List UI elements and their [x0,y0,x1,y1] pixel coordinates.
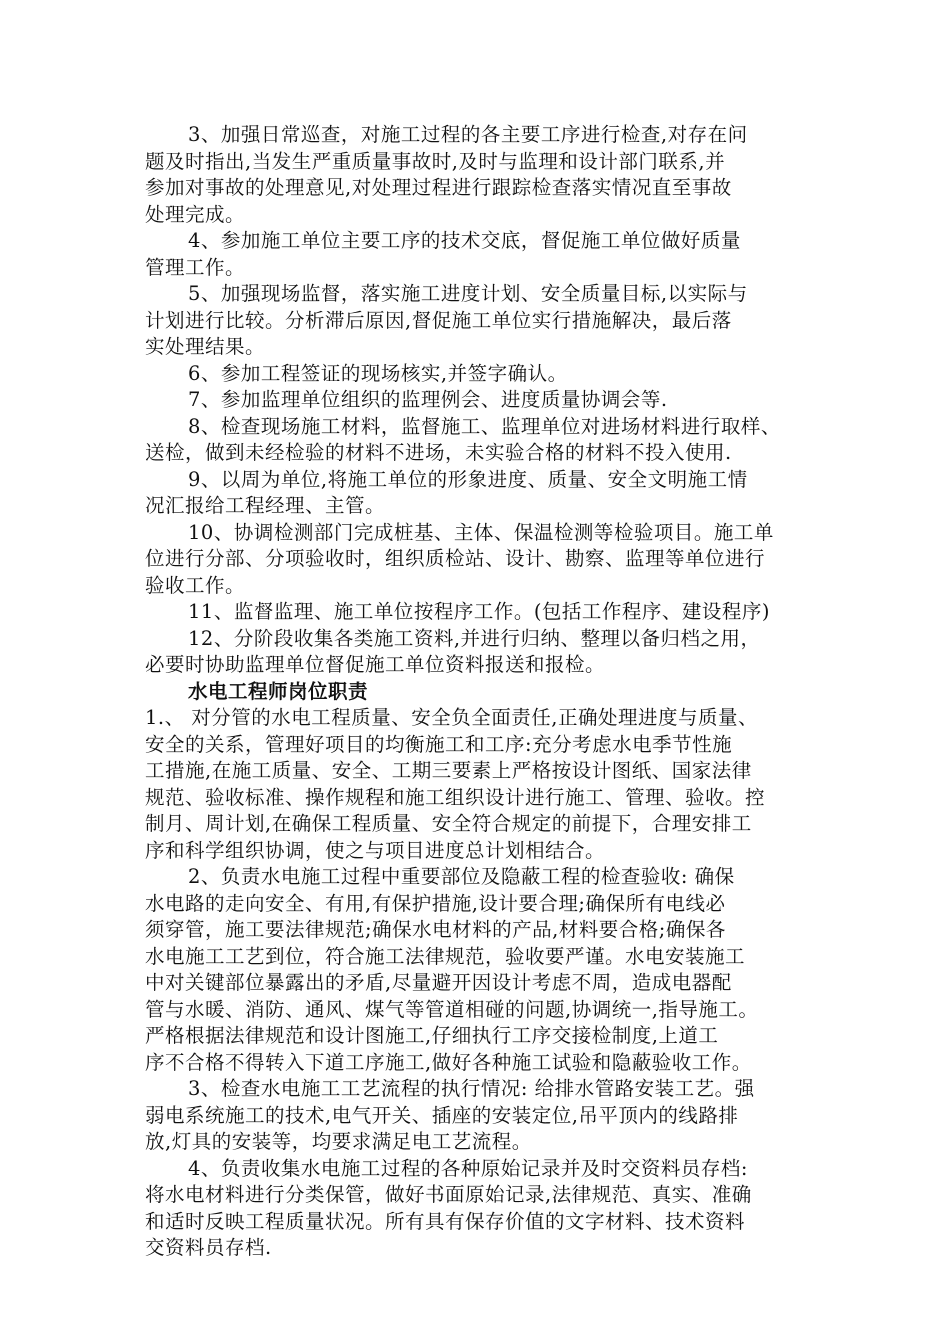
text-line: 况汇报给工程经理、主管。 [145,494,386,517]
text-line: 验收工作。 [145,573,246,597]
paragraph-hydro-1 [145,705,825,864]
paragraph-6 [145,361,825,388]
text-line: 管与水暖、消防、通风、煤气等管道相碰的问题,协调统一,指导施工。 [145,997,759,1021]
text-line: 工措施,在施工质量、安全、工期三要素上严格按设计图纸、国家法律 [145,759,752,782]
text-line: 2、负责水电施工过程中重要部位及隐蔽工程的检查验收: 确保 [188,865,735,888]
text-line: 10、协调检测部门完成桩基、主体、保温检测等检验项目。施工单 [188,520,774,544]
paragraph-3 [145,122,825,228]
text-line: 8、检查现场施工材料，监督施工、监理单位对进场材料进行取样、 [188,414,781,438]
text-line: 放,灯具的安装等，均要求满足电工艺流程。 [145,1130,532,1153]
text-line: 计划进行比较。分析滞后原因,督促施工单位实行措施解决，最后落 [145,308,732,332]
paragraph-4 [145,228,825,281]
text-line: 12、分阶段收集各类施工资料,并进行归纳、整理以备归档之用， [188,626,761,650]
text-line: 5、加强现场监督，落实施工进度计划、安全质量目标,以实际与 [188,282,748,305]
text-line: 送检，做到未经检验的材料不进场，未实验合格的材料不投入使用. [145,441,732,464]
text-line: 处理完成。 [145,202,246,226]
text-line: 序和科学组织协调，使之与项目进度总计划相结合。 [145,838,606,862]
paragraph-hydro-3 [145,1076,825,1156]
paragraph-11 [145,599,825,626]
paragraph-9 [145,467,825,520]
text-line: 和适时反映工程质量状况。所有具有保存价值的文字材料、技术资料 [145,1209,746,1233]
paragraph-hydro-2 [145,864,825,1076]
paragraph-hydro-4 [145,1156,825,1262]
text-line: 7、参加监理单位组织的监理例会、进度质量协调会等. [188,388,668,411]
section-heading: 水电工程师岗位职责 [188,679,369,703]
paragraph-7 [145,387,825,414]
text-line: 中对关键部位暴露出的矛盾,尽量避开因设计考虑不周，造成电器配 [145,971,732,994]
paragraph-12 [145,626,825,679]
text-line: 位进行分部、分项验收时，组织质检站、设计、勘察、监理等单位进行 [145,547,766,570]
document-page [145,122,825,1262]
text-line: 交资料员存档. [145,1236,272,1259]
text-line: 题及时指出,当发生严重质量事故时,及时与监理和设计部门联系,并 [145,149,726,173]
text-line: 9、以周为单位,将施工单位的形象进度、质量、安全文明施工情 [188,467,748,491]
text-line: 6、参加工程签证的现场核实,并签字确认。 [188,361,568,385]
text-line: 实处理结果。 [145,335,266,358]
text-line: 将水电材料进行分类保管，做好书面原始记录,法律规范、真实、准确 [145,1183,752,1206]
text-line: 严格根据法律规范和设计图施工,仔细执行工序交接检制度,上道工 [145,1024,719,1047]
text-line: 规范、验收标准、操作规程和施工组织设计进行施工、管理、验收。控 [145,785,766,809]
text-line: 必要时协助监理单位督促施工单位资料报送和报检。 [145,653,606,676]
paragraph-8 [145,414,825,467]
text-line: 1.、 对分管的水电工程质量、安全负全面责任,正确处理进度与质量、 [145,706,759,729]
text-line: 水电施工工艺到位，符合施工法律规范，验收要严谨。水电安装施工 [145,944,746,968]
text-line: 弱电系统施工的技术,电气开关、插座的安装定位,吊平顶内的线路排 [145,1103,739,1127]
text-line: 11、监督监理、施工单位按程序工作。(包括工作程序、建设程序) [188,600,771,623]
text-line: 制月、周计划,在确保工程质量、安全符合规定的前提下，合理安排工 [145,812,752,835]
paragraph-5 [145,281,825,361]
text-line: 安全的关系，管理好项目的均衡施工和工序:充分考虑水电季节性施 [145,732,733,756]
paragraph-10 [145,520,825,600]
text-line: 3、检查水电施工工艺流程的执行情况: 给排水管路安装工艺。强 [188,1077,755,1100]
text-line: 须穿管，施工要法律规范;确保水电材料的产品,材料要合格;确保各 [145,918,726,941]
text-line: 参加对事故的处理意见,对处理过程进行跟踪检查落实情况直至事故 [145,176,732,199]
text-line: 管理工作。 [145,255,246,279]
text-line: 水电路的走向安全、有用,有保护措施,设计要合理;确保所有电线必 [145,891,726,915]
text-line: 4、负责收集水电施工过程的各种原始记录并及时交资料员存档: [188,1156,748,1180]
text-line: 序不合格不得转入下道工序施工,做好各种施工试验和隐蔽验收工作。 [145,1050,752,1074]
text-line: 3、加强日常巡查，对施工过程的各主要工序进行检查,对存在问 [188,123,748,146]
text-line: 4、参加施工单位主要工序的技术交底，督促施工单位做好质量 [188,229,741,252]
